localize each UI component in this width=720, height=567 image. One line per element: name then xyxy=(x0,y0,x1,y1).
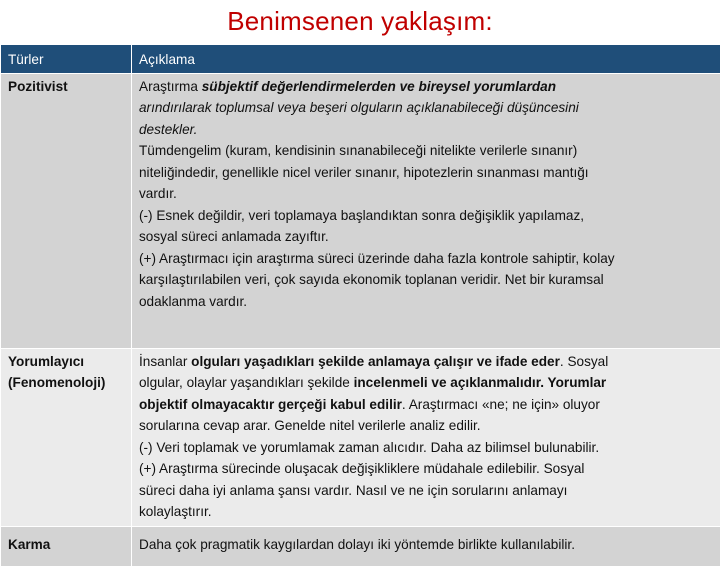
description-line xyxy=(139,76,717,98)
row-type-name: Karma xyxy=(1,526,132,566)
description-text: karşılaştırılabilen veri, çok sayıda ekonomik toplanan veridir. Net bir kuramsal xyxy=(139,272,604,287)
header-description: Açıklama xyxy=(132,45,720,74)
description-line xyxy=(139,480,717,502)
row-type-name: Pozitivist xyxy=(1,73,132,348)
row-description xyxy=(132,348,720,526)
row-description xyxy=(132,526,720,566)
description-text: sosyal süreci anlamada zayıftır. xyxy=(139,229,329,244)
table-row-karma xyxy=(1,526,720,566)
description-text: (-) Veri toplamak ve yorumlamak zaman alıcıdır. Daha az bilimsel bulunabilir. xyxy=(139,440,599,455)
page-title: Benimsenen yaklaşım: xyxy=(0,6,720,37)
description-text: . Yorumlar xyxy=(540,375,606,390)
row-type-name: Yorumlayıcı (Fenomenoloji) xyxy=(1,348,132,526)
description-line xyxy=(139,372,717,394)
description-line xyxy=(139,534,717,556)
description-text: olgular, olaylar yaşandıkları şekilde xyxy=(139,375,354,390)
description-line xyxy=(139,162,717,184)
description-text: İnsanlar xyxy=(139,354,191,369)
description-text: olguları yaşadıkları şekilde anlamaya çalışır ve ifade eder xyxy=(191,354,560,369)
description-line xyxy=(139,458,717,480)
description-line xyxy=(139,437,717,459)
description-line xyxy=(139,351,717,373)
description-text: (-) Esnek değildir, veri toplamaya başlandıktan sonra değişiklik yapılamaz, xyxy=(139,208,584,223)
description-text: odaklanma vardır. xyxy=(139,294,247,309)
description-text: . Sosyal xyxy=(560,354,608,369)
description-text: destekler. xyxy=(139,122,197,137)
description-text: kolaylaştırır. xyxy=(139,504,212,519)
description-text: Daha çok pragmatik kaygılardan dolayı iki yöntemde birlikte kullanılabilir. xyxy=(139,537,575,552)
description-line xyxy=(139,97,717,119)
description-line xyxy=(139,415,717,437)
description-text: arındırılarak toplumsal veya beşeri olguların açıklanabileceği düşüncesini xyxy=(139,100,579,115)
description-text: niteliğindedir, genellikle nicel veriler sınanır, hipotezlerin sınanması mantığı xyxy=(139,165,589,180)
description-line xyxy=(139,226,717,248)
description-line xyxy=(139,269,717,291)
description-text: sorularına cevap arar. Genelde nitel verilerle analiz edilir. xyxy=(139,418,481,433)
description-text: sübjektif değerlendirmelerden ve bireysel yorumlardan xyxy=(202,79,556,94)
table-header-row xyxy=(1,45,720,74)
description-text: Tümdengelim (kuram, kendisinin sınanabileceği nitelikte verilerle sınanır) xyxy=(139,143,577,158)
description-line xyxy=(139,183,717,205)
description-line xyxy=(139,394,717,416)
description-line xyxy=(139,501,717,523)
description-text: incelenmeli ve açıklanmalıdır xyxy=(354,375,541,390)
description-line xyxy=(139,140,717,162)
description-line xyxy=(139,119,717,141)
description-text: (+) Araştırmacı için araştırma süreci üzerinde daha fazla kontrole sahiptir, kolay xyxy=(139,251,615,266)
approaches-table xyxy=(0,44,720,567)
description-text: Araştırma xyxy=(139,79,202,94)
description-text: objektif olmayacaktır gerçeği kabul edilir xyxy=(139,397,402,412)
description-text: süreci daha iyi anlama şansı vardır. Nasıl ve ne için sorularını anlamayı xyxy=(139,483,567,498)
description-line xyxy=(139,205,717,227)
description-text: . Araştırmacı «ne; ne için» oluyor xyxy=(402,397,600,412)
table-row-pozitivist xyxy=(1,73,720,348)
description-line xyxy=(139,291,717,313)
description-line xyxy=(139,248,717,270)
header-types: Türler xyxy=(1,45,132,74)
description-text: vardır. xyxy=(139,186,177,201)
row-description xyxy=(132,73,720,348)
description-text: (+) Araştırma sürecinde oluşacak değişikliklere müdahale edilebilir. Sosyal xyxy=(139,461,584,476)
table-row-yorumlayici xyxy=(1,348,720,526)
